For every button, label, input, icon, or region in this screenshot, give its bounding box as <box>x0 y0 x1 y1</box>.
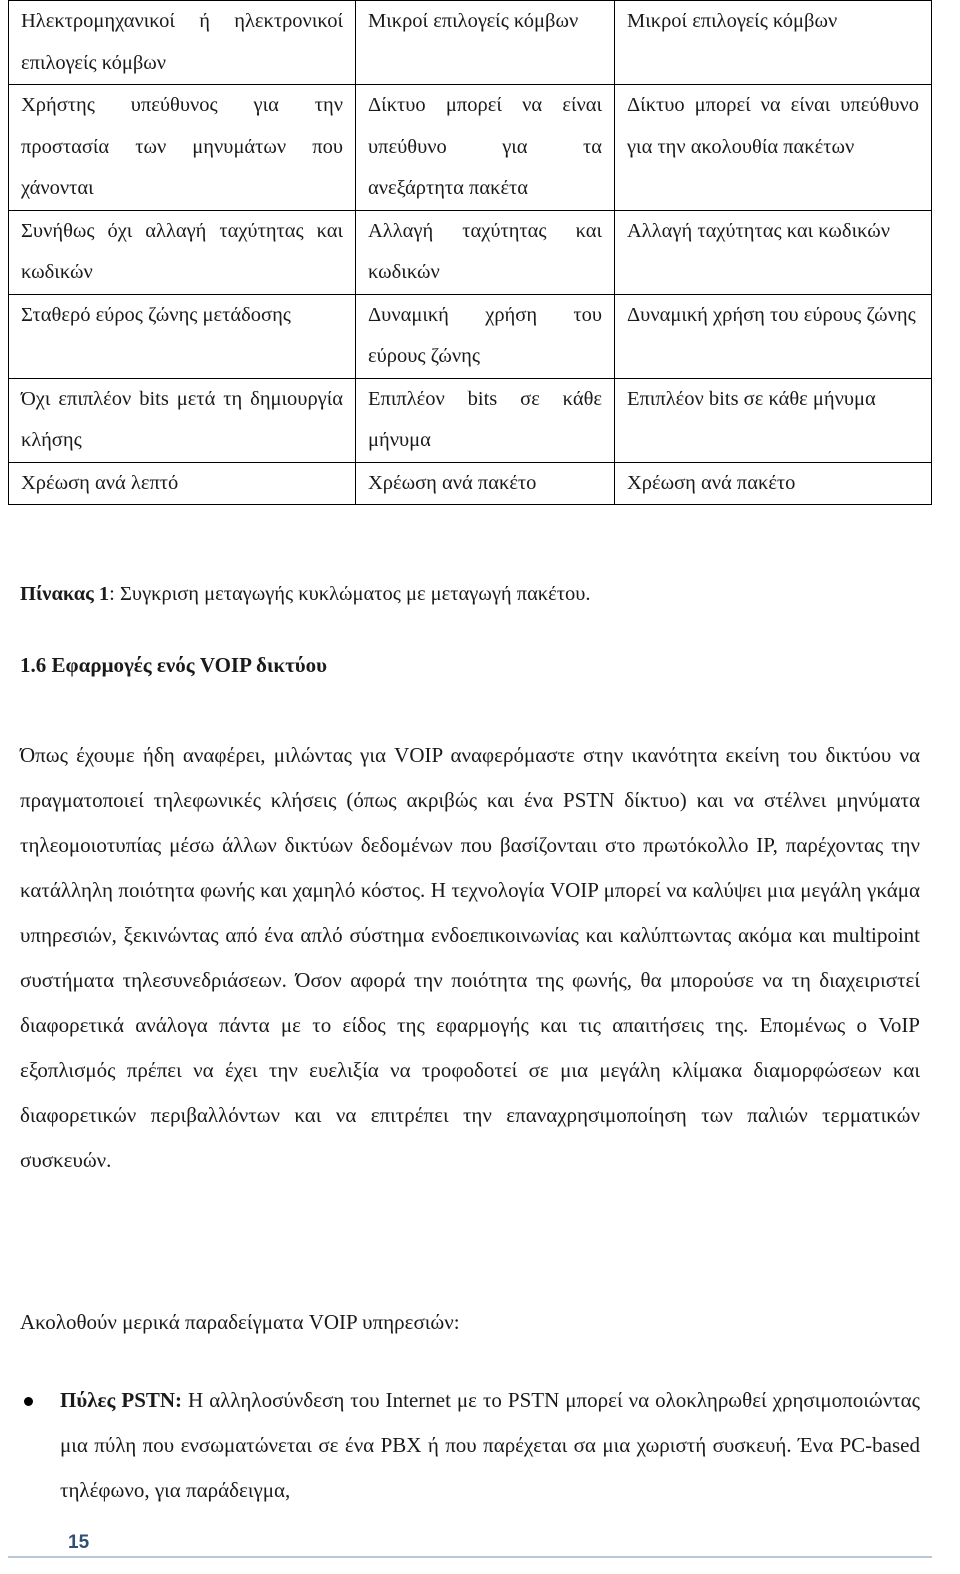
table-cell: Χρέωση ανά λεπτό <box>9 462 356 505</box>
section-heading: 1.6 Εφαρμογές ενός VOIP δικτύου <box>20 653 328 677</box>
table-cell: Ηλεκτρομηχανικοί ή ηλεκτρονικοί επιλογείς κόμβων <box>9 1 356 85</box>
table-cell: Μικροί επιλογείς κόμβων <box>356 1 615 85</box>
table-cell: Δυναμική χρήση του εύρους ζώνης <box>356 294 615 378</box>
footer-divider <box>8 1556 932 1558</box>
table-cell: Δίκτυο μπορεί να είναι υπεύθυνο για τα ανεξάρτητα πακέτα <box>356 85 615 211</box>
table-cell: Αλλαγή ταχύτητας και κωδικών <box>356 210 615 294</box>
caption-text: : Συγκριση μεταγωγής κυκλώματος με μεταγωγή πακέτου. <box>109 583 591 605</box>
bullet-icon <box>24 1397 33 1406</box>
table-cell: Χρέωση ανά πακέτο <box>356 462 615 505</box>
page-number: 15 <box>68 1532 90 1553</box>
bullet-text <box>60 1378 920 1513</box>
table-cell: Επιπλέον bits σε κάθε μήνυμα <box>615 378 932 462</box>
table-cell: Όχι επιπλέον bits μετά τη δημιουργία κλήσης <box>9 378 356 462</box>
bullet-title: Πύλες PSTN: <box>60 1388 183 1412</box>
table-cell: Επιπλέον bits σε κάθε μήνυμα <box>356 378 615 462</box>
comparison-table <box>8 0 932 505</box>
table-cell: Δυναμική χρήση του εύρους ζώνης <box>615 294 932 378</box>
table-row <box>9 462 932 505</box>
table-cell: Χρήστης υπεύθυνος για την προστασία των μηνυμάτων που χάνονται <box>9 85 356 211</box>
table-cell: Συνήθως όχι αλλαγή ταχύτητας και κωδικών <box>9 210 356 294</box>
table-row <box>9 378 932 462</box>
caption-label: Πίνακας 1 <box>20 583 110 605</box>
bullet-body: Η αλληλοσύνδεση του Internet με το PSTN μπορεί να ολοκληρωθεί χρησιμοποιώντας μια πύλη που ενσωματώνεται σε ένα PBX ή που παρέχεται σα μια χωριστή συσκευή. Ένα PC-based τηλέφωνο, για παράδειγμα, <box>60 1388 920 1502</box>
table-cell: Αλλαγή ταχύτητας και κωδικών <box>615 210 932 294</box>
table-cell: Χρέωση ανά πακέτο <box>615 462 932 505</box>
table-cell: Σταθερό εύρος ζώνης μετάδοσης <box>9 294 356 378</box>
bullet-item <box>20 1378 920 1513</box>
table-row <box>9 294 932 378</box>
table-cell: Δίκτυο μπορεί να είναι υπεύθυνο για την ακολουθία πακέτων <box>615 85 932 211</box>
body-paragraph: Όπως έχουμε ήδη αναφέρει, μιλώντας για VOIP αναφερόμαστε στην ικανότητα εκείνη του δικτύου να πραγματοποιεί τηλεφωνικές κλήσεις (όπως ακριβώς και ένα PSTN δίκτυο) και να στέλνει μηνύματα τηλεομοιοτυπίας μέσω άλλων δικτύων δεδομένων που βασίζονταιι στο πρωτόκολλο IP, παρέχοντας την κατάλληλη ποιότητα φωνής και χαμηλό κόστος. Η τεχνολογία VOIP μπορεί να καλύψει μια μεγάλη γκάμα υπηρεσιών, ξεκινώντας από ένα απλό σύστημα ενδοεπικοινωνίας και καλύπτωντας ακόμα και multipoint συστήματα τηλεσυνεδριάσεων. Όσον αφορά την ποιότητα της φωνής, θα μπορούσε να τη διαχειριστεί διαφορετικά ανάλογα πάντα με το είδος της εφαρμογής και τις απαιτήσεις της. Επομένως ο VoIP εξοπλισμός πρέπει να έχει την ευελιξία να τροφοδοτεί σε μια μεγάλη κλίμακα διαμορφώσεων και διαφορετικών περιβαλλόντων και να επιτρέπει την επαναχρησιμοποίηση των παλιών τερματικών συσκευών. <box>20 743 920 1172</box>
table-row <box>9 85 932 211</box>
table-row <box>9 1 932 85</box>
table-caption <box>20 580 591 608</box>
table-cell: Μικροί επιλογείς κόμβων <box>615 1 932 85</box>
intro-paragraph: Ακολοθούν μερικά παραδείγματα VOIP υπηρεσιών: <box>20 1310 460 1334</box>
table-row <box>9 210 932 294</box>
